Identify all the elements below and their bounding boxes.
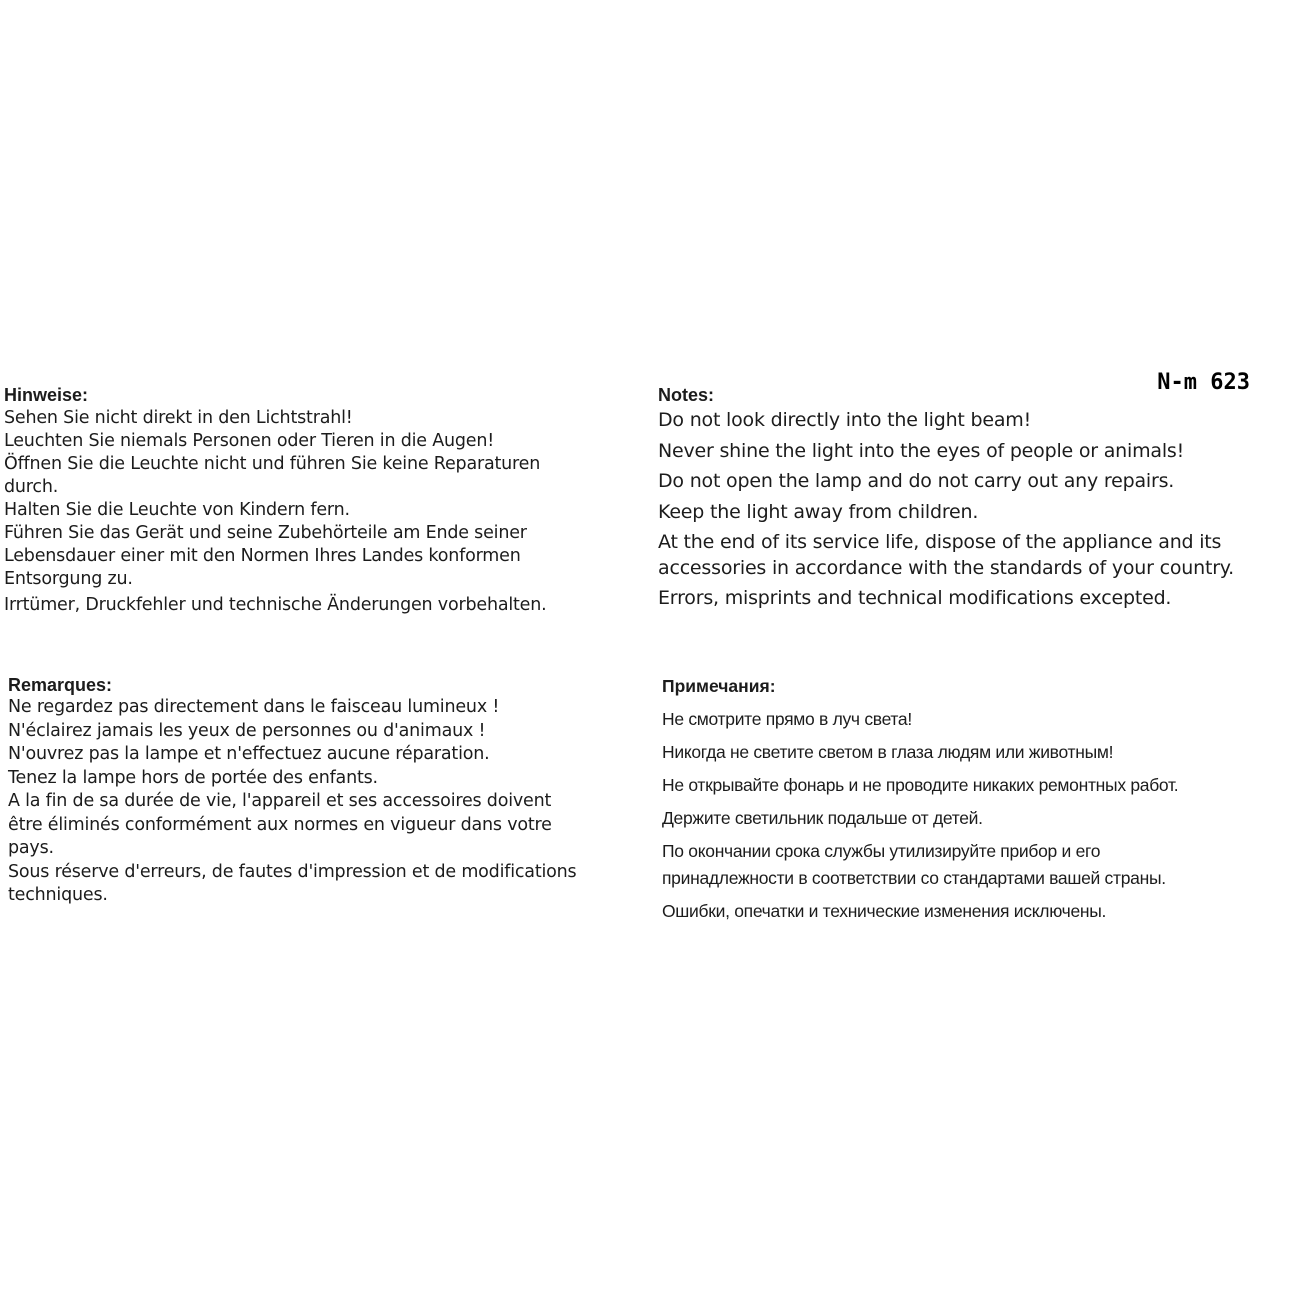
- notes-line: Keep the light away from children.: [658, 500, 979, 523]
- notes-line: accessories in accordance with the standards of your country.: [658, 556, 1234, 579]
- notes-line: Lebensdauer einer mit den Normen Ihres Landes konformen: [4, 546, 521, 566]
- notes-line: Do not open the lamp and do not carry out any repairs.: [658, 470, 1175, 492]
- notes-line: Tenez la lampe hors de portée des enfants.: [8, 767, 378, 788]
- notes-line: Do not look directly into the light beam!: [658, 409, 1032, 431]
- notes-line: Irrtümer, Druckfehler und technische Änderungen vorbehalten.: [4, 595, 547, 615]
- notes-line: Sous réserve d'erreurs, de fautes d'impression et de modifications: [8, 861, 577, 882]
- notes-line: Никогда не светите светом в глаза людям или животным!: [662, 742, 1114, 762]
- notes-line: Держите светильник подальше от детей.: [662, 808, 983, 828]
- notes-line: durch.: [4, 477, 59, 497]
- notes-line: принадлежности в соответствии со стандартами вашей страны.: [662, 868, 1166, 888]
- notes-line: techniques.: [8, 885, 108, 905]
- french-notes-section: [8, 674, 628, 908]
- russian-notes-section: [662, 675, 1282, 931]
- russian-notes-title: Примечания:: [662, 676, 776, 696]
- notes-line: Errors, misprints and technical modifications excepted.: [658, 587, 1172, 609]
- notes-line: N'éclairez jamais les yeux de personnes ou d'animaux !: [8, 720, 486, 741]
- model-number: N-m 623: [1157, 370, 1250, 395]
- notes-line: По окончании срока службы утилизируйте прибор и его: [662, 841, 1101, 861]
- notes-line: At the end of its service life, dispose of the appliance and its: [658, 531, 1222, 553]
- notes-line: Öffnen Sie die Leuchte nicht und führen Sie keine Reparaturen: [4, 454, 541, 474]
- notes-line: Führen Sie das Gerät und seine Zubehörteile am Ende seiner: [4, 523, 527, 543]
- english-notes-section: [658, 384, 1298, 617]
- german-notes-title: Hinweise:: [4, 385, 89, 405]
- french-notes-title: Remarques:: [8, 675, 113, 695]
- english-notes-title: Notes:: [658, 385, 715, 405]
- notes-line: pays.: [8, 838, 54, 858]
- notes-line: Never shine the light into the eyes of people or animals!: [658, 439, 1185, 462]
- notes-line: être éliminés conformément aux normes en vigueur dans votre: [8, 814, 552, 835]
- notes-line: Не смотрите прямо в луч света!: [662, 709, 912, 729]
- notes-line: N'ouvrez pas la lampe et n'effectuez aucune réparation.: [8, 744, 490, 764]
- notes-line: Ne regardez pas directement dans le faisceau lumineux !: [8, 697, 500, 717]
- notes-line: A la fin de sa durée de vie, l'appareil et ses accessoires doivent: [8, 791, 552, 811]
- notes-line: Ошибки, опечатки и технические изменения исключены.: [662, 901, 1107, 921]
- german-notes-section: [4, 384, 624, 617]
- notes-line: Entsorgung zu.: [4, 569, 133, 589]
- notes-line: Leuchten Sie niemals Personen oder Tieren in die Augen!: [4, 431, 495, 451]
- notes-line: Не открывайте фонарь и не проводите никаких ремонтных работ.: [662, 775, 1179, 795]
- notes-line: Halten Sie die Leuchte von Kindern fern.: [4, 500, 350, 520]
- notes-line: Sehen Sie nicht direkt in den Lichtstrahl!: [4, 408, 353, 428]
